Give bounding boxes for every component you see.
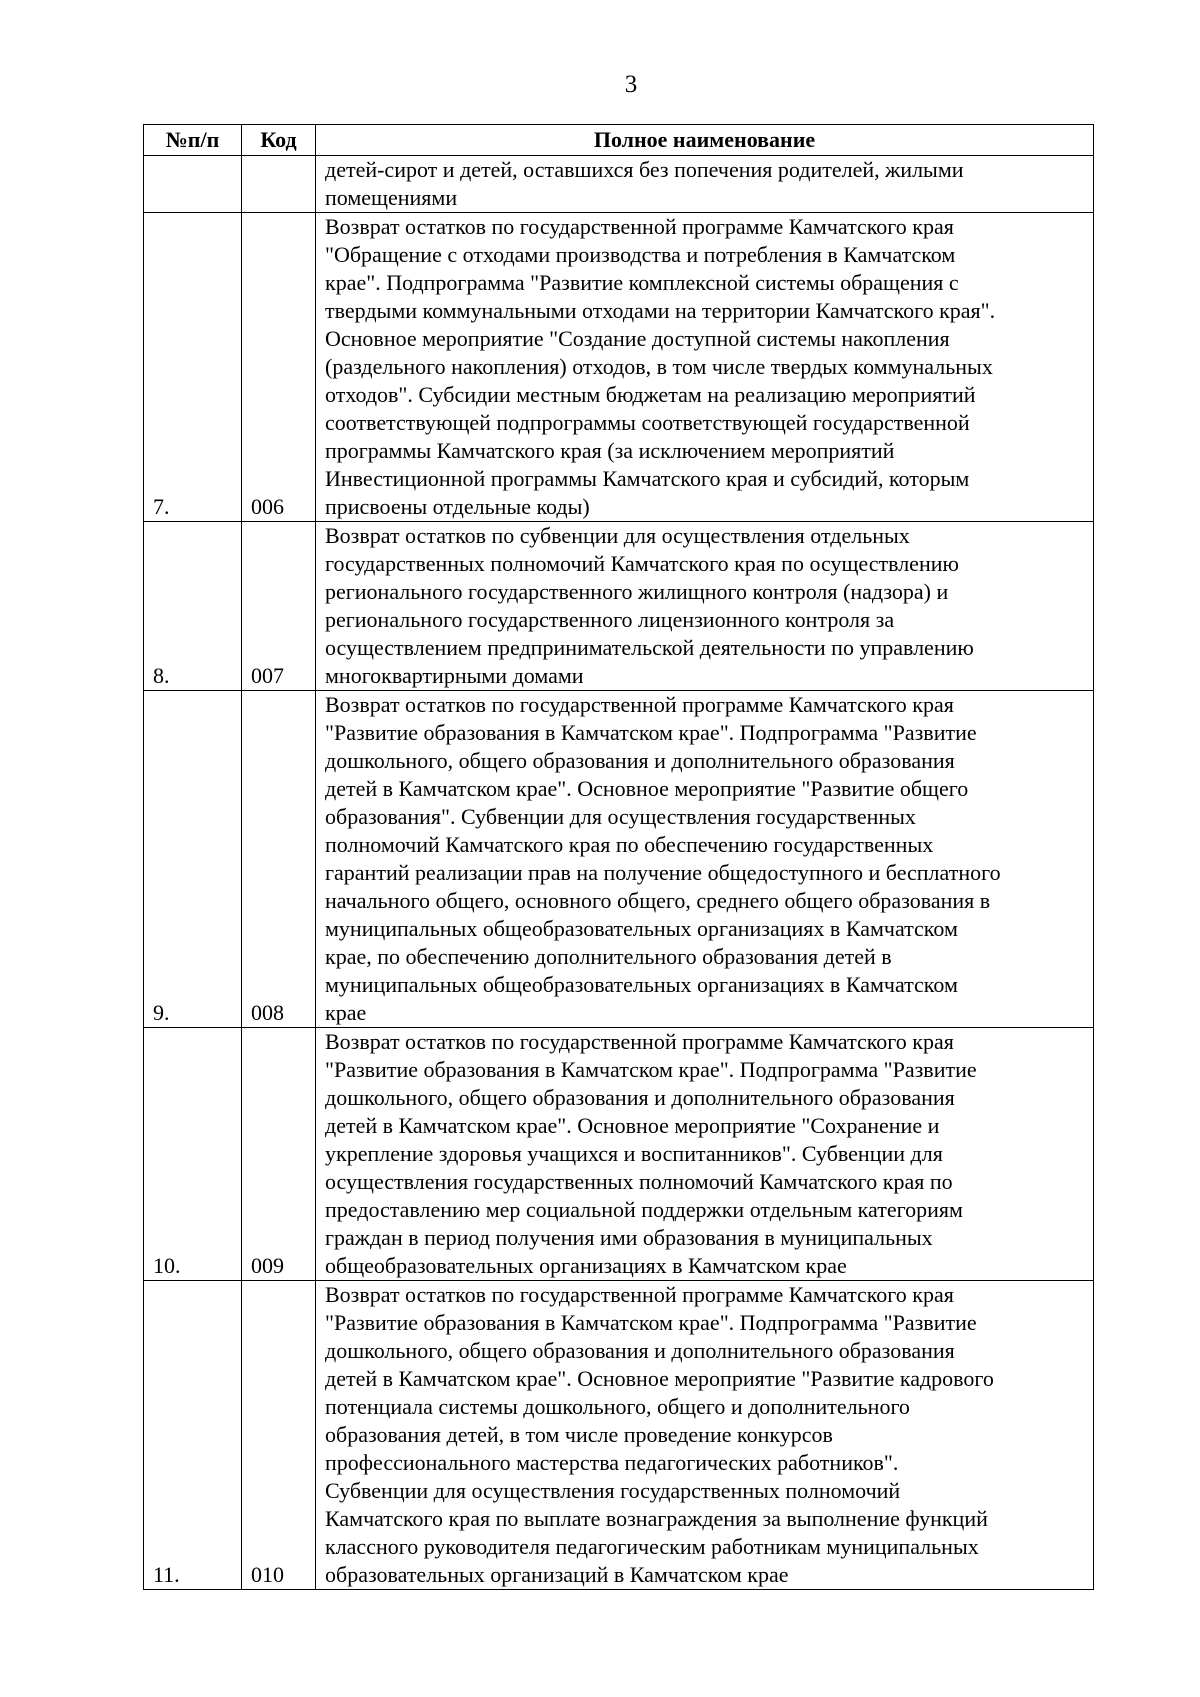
row-num: 11. <box>144 1281 242 1590</box>
row-code: 008 <box>242 691 316 1028</box>
table-header <box>144 125 1094 156</box>
table-row <box>144 691 1094 1028</box>
table-row <box>144 1028 1094 1281</box>
row-num <box>144 156 242 213</box>
table-header-row <box>144 125 1094 156</box>
row-num: 10. <box>144 1028 242 1281</box>
row-code <box>242 156 316 213</box>
row-num: 8. <box>144 522 242 691</box>
row-name: детей-сирот и детей, оставшихся без попечения родителей, жилыми помещениями <box>316 156 1094 213</box>
row-name: Возврат остатков по государственной программе Камчатского края "Развитие образования в Камчатском крае". Подпрограмма "Развитие дошкольного, общего образования и дополнительного образования детей в Камчатском крае". Основное мероприятие "Развитие общего образования". Субвенции для осуществления государственных полномочий Камчатского края по обеспечению государственных гарантий реализации прав на получение общедоступного и бесплатного начального общего, основного общего, среднего общего образования в муниципальных общеобразовательных организациях в Камчатском крае, по обеспечению дополнительного образования детей в муниципальных общеобразовательных организациях в Камчатском крае <box>316 691 1094 1028</box>
row-name: Возврат остатков по государственной программе Камчатского края "Обращение с отходами производства и потребления в Камчатском крае". Подпрограмма "Развитие комплексной системы обращения с твердыми коммунальными отходами на территории Камчатского края". Основное мероприятие "Создание доступной системы накопления (раздельного накопления) отходов, в том числе твердых коммунальных отходов". Субсидии местным бюджетам на реализацию мероприятий соответствующей подпрограммы соответствующей государственной программы Камчатского края (за исключением мероприятий Инвестиционной программы Камчатского края и субсидий, которым присвоены отдельные коды) <box>316 213 1094 522</box>
table-row <box>144 1281 1094 1590</box>
row-name: Возврат остатков по субвенции для осуществления отдельных государственных полномочий Камчатского края по осуществлению регионального государственного жилищного контроля (надзора) и регионального государственного лицензионного контроля за осуществлением предпринимательской деятельности по управлению многоквартирными домами <box>316 522 1094 691</box>
header-num: №п/п <box>144 125 242 156</box>
table-row <box>144 213 1094 522</box>
table-body <box>144 156 1094 1590</box>
row-code: 009 <box>242 1028 316 1281</box>
row-name: Возврат остатков по государственной программе Камчатского края "Развитие образования в Камчатском крае". Подпрограмма "Развитие дошкольного, общего образования и дополнительного образования детей в Камчатском крае". Основное мероприятие "Развитие кадрового потенциала системы дошкольного, общего и дополнительного образования детей, в том числе проведение конкурсов профессионального мастерства педагогических работников". Субвенции для осуществления государственных полномочий Камчатского края по выплате вознаграждения за выполнение функций классного руководителя педагогическим работникам муниципальных образовательных организаций в Камчатском крае <box>316 1281 1094 1590</box>
row-code: 007 <box>242 522 316 691</box>
table-row <box>144 522 1094 691</box>
row-num: 9. <box>144 691 242 1028</box>
header-code: Код <box>242 125 316 156</box>
row-num: 7. <box>144 213 242 522</box>
row-code: 010 <box>242 1281 316 1590</box>
row-name: Возврат остатков по государственной программе Камчатского края "Развитие образования в Камчатском крае". Подпрограмма "Развитие дошкольного, общего образования и дополнительного образования детей в Камчатском крае". Основное мероприятие "Сохранение и укрепление здоровья учащихся и воспитанников". Субвенции для осуществления государственных полномочий Камчатского края по предоставлению мер социальной поддержки отдельным категориям граждан в период получения ими образования в муниципальных общеобразовательных организациях в Камчатском крае <box>316 1028 1094 1281</box>
header-name: Полное наименование <box>316 125 1094 156</box>
row-code: 006 <box>242 213 316 522</box>
table-row <box>144 156 1094 213</box>
codes-table <box>143 124 1094 1590</box>
page-number: 3 <box>624 71 638 98</box>
